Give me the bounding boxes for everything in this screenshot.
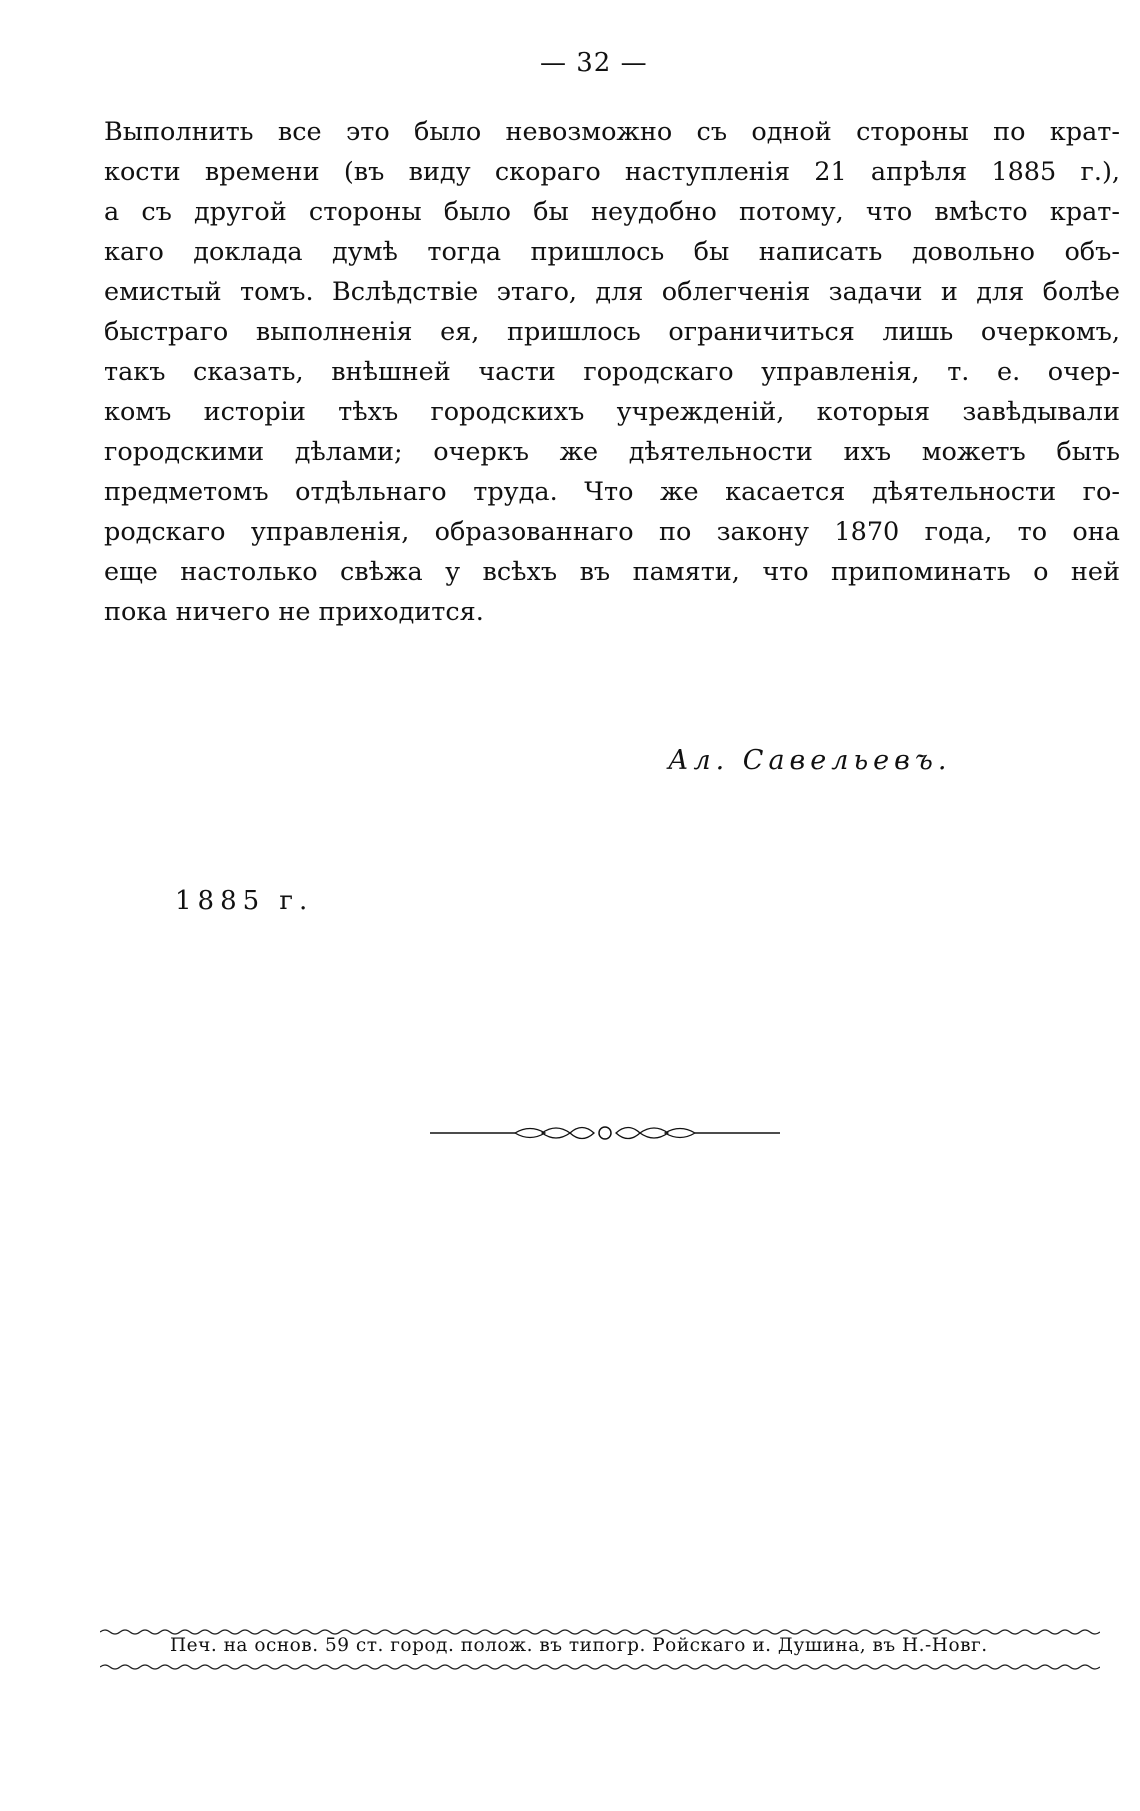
body-paragraph (104, 112, 1120, 632)
text-line: каго доклада думѣ тогда пришлось бы написать довольно объ- (104, 237, 1120, 267)
text-line: такъ сказать, внѣшней части городскаго управленія, т. е. очер- (104, 357, 1120, 387)
text-line: емистый томъ. Вслѣдствіе этаго, для облегченія задачи и для болѣе (104, 277, 1120, 307)
imprint-line: Печ. на основ. 59 ст. город. полож. въ типогр. Ройскаго и. Душина, въ Н.-Новг. (170, 1635, 988, 1656)
imprint-bottom-rule (100, 1662, 1100, 1672)
text-line: еще настолько свѣжа у всѣхъ въ памяти, что припоминать о ней (104, 557, 1120, 587)
text-line: городскими дѣлами; очеркъ же дѣятельности ихъ можетъ быть (104, 437, 1120, 467)
date-line: 1885 г. (175, 886, 314, 916)
text-line: быстраго выполненія ея, пришлось ограничиться лишь очеркомъ, (104, 317, 1120, 347)
text-line: комъ исторіи тѣхъ городскихъ учрежденій, которыя завѣдывали (104, 397, 1120, 427)
text-line: а съ другой стороны было бы неудобно потому, что вмѣсто крат- (104, 197, 1120, 227)
ornamental-divider (430, 1118, 780, 1148)
text-line: родскаго управленія, образованнаго по закону 1870 года, то она (104, 517, 1120, 547)
page-number: — 32 — (540, 48, 648, 78)
text-line: предметомъ отдѣльнаго труда. Что же касается дѣятельности го- (104, 477, 1120, 507)
author-signature: Ал. Савельевъ. (668, 745, 952, 776)
text-line: Выполнить все это было невозможно съ одной стороны по крат- (104, 117, 1120, 147)
text-line: пока ничего не приходится. (104, 597, 484, 627)
text-line: кости времени (въ виду скораго наступленія 21 апрѣля 1885 г.), (104, 157, 1120, 187)
